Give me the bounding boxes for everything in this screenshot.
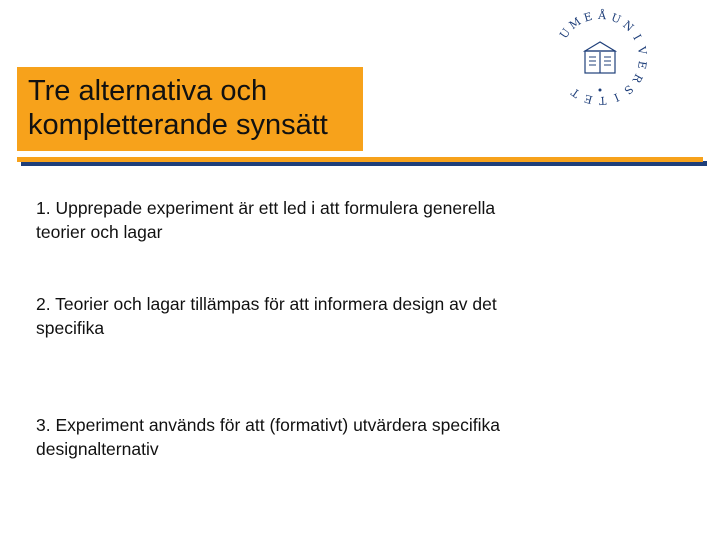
- logo-letter: T: [598, 93, 607, 108]
- logo-letter: N: [620, 18, 637, 35]
- logo-letter: U: [609, 10, 623, 27]
- logo-letter: I: [611, 90, 622, 104]
- slide-title-line-1: Tre alternativa och: [28, 75, 268, 107]
- logo-ring-text: [557, 8, 649, 107]
- logo-dot-icon: [599, 89, 602, 92]
- logo-letter: Å: [597, 8, 607, 23]
- logo-letter: M: [566, 14, 584, 33]
- bullet-2: [36, 292, 497, 340]
- title-rule: [17, 157, 703, 162]
- bullet-2-line-1: 2. Teorier och lagar tillämpas för att informera design av det: [36, 294, 497, 314]
- logo-letter: E: [582, 9, 594, 25]
- bullet-2-line-2: specifika: [36, 318, 105, 338]
- logo-letter: U: [557, 26, 574, 42]
- logo-letter: E: [634, 59, 649, 70]
- logo-letter: V: [634, 45, 649, 56]
- bullet-3: [36, 413, 500, 461]
- logo-emblem-icon: [585, 42, 615, 73]
- logo-letter: R: [629, 71, 646, 86]
- bullet-3-line-1: 3. Experiment används för att (formativt) utvärdera specifika: [36, 415, 500, 435]
- logo-letter: E: [582, 91, 595, 107]
- slide-title-line-2: kompletterande synsätt: [28, 109, 328, 141]
- bullet-1: [36, 196, 495, 244]
- slide-title: [17, 67, 363, 151]
- logo-letter: I: [630, 32, 644, 43]
- bullet-1-line-1: 1. Upprepade experiment är ett led i att formulera generella: [36, 198, 496, 218]
- logo-letter: S: [621, 82, 636, 97]
- umea-university-logo: [548, 6, 652, 110]
- bullet-3-line-2: designalternativ: [36, 439, 159, 459]
- logo-letter: T: [568, 85, 583, 101]
- bullet-1-line-2: teorier och lagar: [36, 222, 163, 242]
